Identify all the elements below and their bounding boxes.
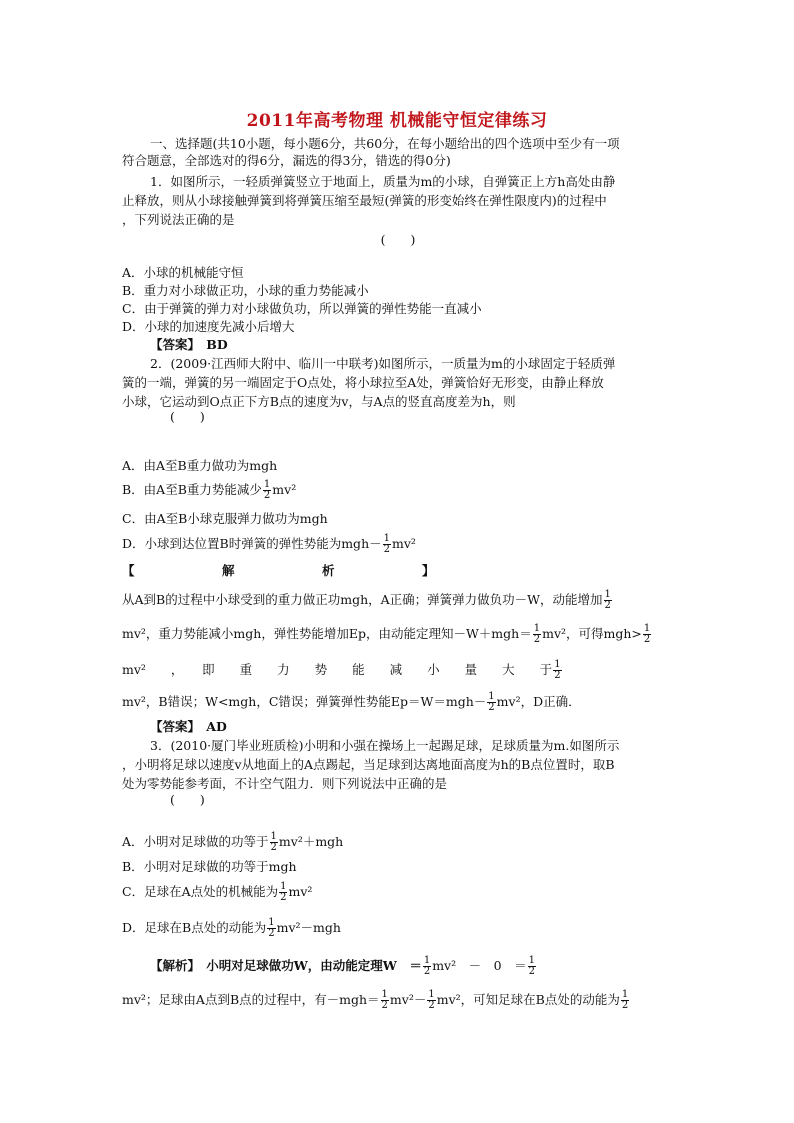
- q2-stem-line3: 小球，它运动到O点正下方B点的速度为v，与A点的竖直高度差为h，则: [122, 394, 516, 409]
- q3-option-a-tail: mv²＋mgh: [278, 834, 344, 849]
- section-instructions-line1: 一、选择题(共10小题，每小题6分，共60分，在每小题给出的四个选项中至少有一项: [150, 136, 620, 151]
- fraction-one-half: $\frac{1}{2}$: [621, 989, 629, 1011]
- q2-analysis-line4-text: mv²，B错误；W<mgh，C错误；弹簧弹性势能Ep＝W＝mgh－: [122, 694, 487, 709]
- q2-option-a: A．由A至B重力做功为mgh: [122, 458, 278, 473]
- fraction-one-half: $\frac{1}{2}$: [488, 691, 495, 713]
- q2-analysis-line1: [122, 590, 674, 611]
- q3-option-a: [122, 832, 674, 853]
- fraction-one-half: $\frac{1}{2}$: [643, 623, 651, 645]
- q1-stem-line2: 止释放，则从小球接触弹簧到将弹簧压缩至最短(弹簧的形变始终在弹性限度内)的过程中: [122, 193, 607, 208]
- q3-analysis-line2-mid: mv²－: [389, 992, 427, 1007]
- fraction-one-half: $\frac{1}{2}$: [428, 989, 435, 1011]
- q3-option-b: B．小明对足球做的功等于mgh: [122, 859, 297, 874]
- q1-option-b: B．重力对小球做正功，小球的重力势能减小: [122, 283, 369, 298]
- q3-analysis-line2-text: mv²；足球由A点到B点的过程中，有－mgh＝: [122, 992, 380, 1007]
- q2-answer-blank: ( ): [170, 409, 205, 424]
- q1-stem-line3: ，下列说法正确的是: [122, 212, 235, 227]
- q2-option-d-tail: mv²: [392, 536, 416, 551]
- q1-option-a: A．小球的机械能守恒: [122, 265, 244, 280]
- q3-analysis-line2-tail: mv²，可知足球在B点处的动能为: [436, 992, 620, 1007]
- q3-analysis-line1: [150, 956, 702, 977]
- q3-option-a-text: A．小明对足球做的功等于: [122, 834, 269, 849]
- fraction-one-half: $\frac{1}{2}$: [604, 589, 611, 611]
- fraction-one-half: $\frac{1}{2}$: [554, 659, 561, 681]
- q1-answer: 【答案】 BD: [150, 337, 228, 352]
- q3-stem-line2: ，小明将足球以速度v从地面上的A点踢起，当足球到达离地面高度为h的B点位置时，取B: [122, 757, 615, 772]
- fraction-one-half: $\frac{1}{2}$: [423, 955, 431, 977]
- q3-analysis-line1-text: 【解析】 小明对足球做功W，由动能定理W ＝: [150, 958, 422, 973]
- q3-stem-line3: 处为零势能参考面，不计空气阻力．则下列说法中正确的是: [122, 776, 448, 791]
- q2-analysis-header: 【 解 析 】: [122, 563, 435, 578]
- fraction-one-half: $\frac{1}{2}$: [533, 623, 541, 645]
- q3-option-c-text: C．足球在A点处的机械能为: [122, 884, 279, 899]
- q2-analysis-line4-tail: mv²，D正确．: [496, 694, 581, 709]
- q2-analysis-line1-text: 从A到B的过程中小球受到的重力做正功mgh，A正确；弹簧弹力做负功－W，动能增加: [122, 592, 603, 607]
- page-title: 2011年高考物理 机械能守恒定律练习: [246, 111, 548, 131]
- q2-stem-line2: 簧的一端，弹簧的另一端固定于O点处，将小球拉至A处，弹簧恰好无形变，由静止释放: [122, 375, 604, 390]
- q3-analysis-line2: [122, 990, 674, 1011]
- q3-option-d: [122, 918, 674, 939]
- q3-stem-line1: 3．(2010·厦门毕业班质检)小明和小强在操场上一起踢足球，足球质量为m.如图所示: [150, 738, 620, 753]
- q2-analysis-line3-text: mv² ， 即 重 力 势 能 减 小 量 大 于: [122, 662, 553, 677]
- q2-stem-line1: 2．(2009·江西师大附中、临川一中联考)如图所示，一质量为m的小球固定于轻质弹: [150, 356, 616, 371]
- fraction-one-half: $\frac{1}{2}$: [528, 955, 535, 977]
- q2-answer: 【答案】 AD: [150, 719, 227, 734]
- q1-option-c: C．由于弹簧的弹力对小球做负功，所以弹簧的弹性势能一直减小: [122, 301, 482, 316]
- q2-analysis-line4: [122, 692, 674, 713]
- fraction-one-half: $\frac{1}{2}$: [268, 917, 275, 939]
- q3-analysis-line1-mid: mv² － 0 ＝: [432, 958, 527, 973]
- q3-option-c: [122, 882, 674, 903]
- q2-option-d: [122, 534, 674, 555]
- q2-option-d-text: D．小球到达位置B时弹簧的弹性势能为mgh－: [122, 536, 382, 551]
- q2-option-b-tail: mv²: [272, 482, 297, 497]
- fraction-one-half: $\frac{1}{2}$: [263, 479, 271, 501]
- q3-option-c-tail: mv²: [288, 884, 313, 899]
- fraction-one-half: $\frac{1}{2}$: [381, 989, 388, 1011]
- fraction-one-half: $\frac{1}{2}$: [383, 533, 390, 555]
- q3-option-d-tail: mv²－mgh: [276, 920, 341, 935]
- q1-answer-blank: ( ): [380, 232, 416, 247]
- section-instructions-line2: 符合题意，全部选对的得6分，漏选的得3分，错选的得0分): [122, 153, 451, 168]
- fraction-one-half: $\frac{1}{2}$: [270, 831, 277, 853]
- q2-analysis-line2-text: mv²，重力势能减小mgh，弹性势能增加Ep，由动能定理知－W＋mgh＝: [122, 626, 532, 641]
- q2-analysis-line2-tail: mv²，可得mgh>: [542, 626, 642, 641]
- q2-option-c: C．由A至B小球克服弹力做功为mgh: [122, 511, 328, 526]
- q3-option-d-text: D．足球在B点处的动能为: [122, 920, 267, 935]
- q1-option-d: D．小球的加速度先减小后增大: [122, 319, 295, 334]
- q1-stem-line1: 1．如图所示，一轻质弹簧竖立于地面上，质量为m的小球，自弹簧正上方h高处由静: [150, 174, 616, 189]
- q2-option-b: [122, 480, 674, 501]
- q2-analysis-line2: [122, 624, 674, 645]
- q2-option-b-text: B．由A至B重力势能减少: [122, 482, 262, 497]
- q2-analysis-line3: [122, 660, 674, 681]
- q3-answer-blank: ( ): [170, 792, 205, 807]
- fraction-one-half: $\frac{1}{2}$: [280, 881, 287, 903]
